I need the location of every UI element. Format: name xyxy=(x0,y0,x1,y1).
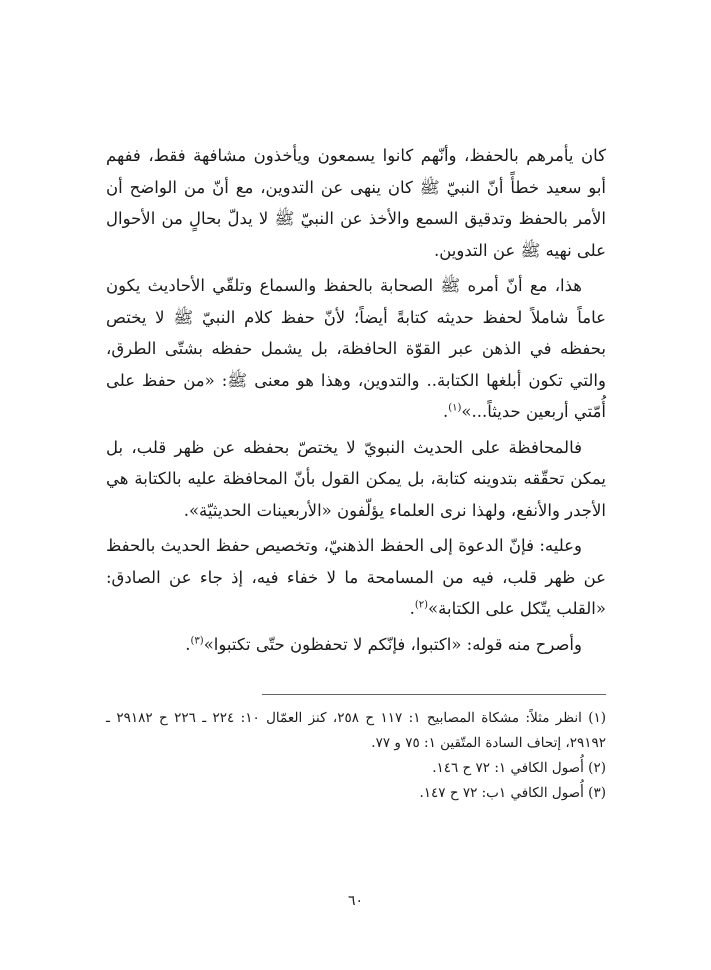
main-text xyxy=(106,140,606,664)
paragraph-2: هذا، مع أنّ أمره ﷺ الصحابة بالحفظ والسماع وتلقّي الأحاديث يكون عاماً شاملاً لحفظ حديثه كتابةً أيضاً؛ لأنّ حفظ كلام النبيّ ﷺ لا يختص بحفظه في الذهن عبر القوّة الحافظة، بل يشمل حفظه بشتّى الطرق، والتي تكون أبلغها الكتابة.. والتدوين، وهذا هو معنى ﷺ: «من حفظ على أُمّتي أربعين حديثاً...»$^{(١)}$. xyxy=(106,276,606,421)
paragraph-4: وعليه: فإنّ الدعوة إلى الحفظ الذهنيّ، وتخصيص حفظ الحديث بالحفظ عن ظهر قلب، فيه من المسامحة ما لا خفاء فيه، إذ جاء عن الصادق: «القلب يتّكل على الكتابة»$^{(٢)}$. xyxy=(106,536,606,618)
paragraph-4-text: وعليه: فإنّ الدعوة إلى الحفظ الذهنيّ، وتخصيص حفظ الحديث بالحفظ عن ظهر قلب، فيه من المسامحة ما لا خفاء فيه، إذ جاء عن الصادق: «القلب يتّكل على الكتابة» xyxy=(106,536,606,618)
footnote-divider xyxy=(262,694,606,695)
paragraph-3-text: فالمحافظة على الحديث النبويّ لا يختصّ بحفظه عن ظهر قلب، بل يمكن تحقّقه بتدوينه كتابة، بل يمكن القول بأنّ المحافظة عليه بالكتابة هي الأجدر والأنفع، ولهذا نرى العلماء يؤلّفون «الأربعينات الحديثيّة». xyxy=(106,437,606,520)
paragraph-5: وأصرح منه قوله: «اكتبوا، فإنّكم لا تحفظون حتّى تكتبوا»$^{(٣)}$. xyxy=(185,634,582,654)
paragraph-3 xyxy=(106,432,606,527)
paragraph-1 xyxy=(106,140,606,266)
footnotes xyxy=(106,706,606,806)
page-number: ٦٠ xyxy=(347,893,364,909)
paragraph-5-text: وأصرح منه قوله: «اكتبوا، فإنّكم لا تحفظون حتّى تكتبوا» xyxy=(203,634,582,654)
footnote-ref-3[interactable]: (٣) xyxy=(190,635,204,646)
paragraph-2-text: هذا، مع أنّ أمره ﷺ الصحابة بالحفظ والسماع وتلقّي الأحاديث يكون عاماً شاملاً لحفظ حديثه كتابةً أيضاً؛ لأنّ حفظ كلام النبيّ ﷺ لا يختص بحفظه في الذهن عبر القوّة الحافظة، بل يشمل حفظه بشتّى الطرق، والتي تكون أبلغها الكتابة.. والتدوين، وهذا هو معنى ﷺ: «من حفظ على أُمّتي أربعين حديثاً...» xyxy=(106,276,606,421)
footnote-ref-2[interactable]: (٢) xyxy=(414,599,429,611)
paragraph-1-text: كان يأمرهم بالحفظ، وأنّهم كانوا يسمعون ويأخذون مشافهة فقط، ففهم أبو سعيد خطأً أنّ النبيّ ﷺ كان ينهى عن التدوين، مع أنّ من الواضح أن الأمر بالحفظ وتدقيق السمع والأخذ عن النبيّ ﷺ لا يدلّ بحالٍ من الأحوال على نهيه ﷺ عن التدوين. xyxy=(106,146,606,260)
footnote-3: (٣) أُصول الكافي ١ب: ٧٢ ح ١٤٧. xyxy=(419,785,606,801)
footnote-ref-1[interactable]: (١) xyxy=(448,402,462,414)
footnote-1: (١) انظر مثلاً: مشكاة المصابيح ١: ١١٧ ح ٢٥٨، كنز العمّال ١٠: ٢٢٤ ـ ٢٢٦ ح ٢٩١٨٢ ـ ٢٩١٩٢، إتحاف السادة المتّقين ١: ٧٥ و ٧٧. xyxy=(106,710,607,751)
footnote-2: (٢) أُصول الكافي ١: ٧٢ ح ١٤٦. xyxy=(432,760,606,776)
